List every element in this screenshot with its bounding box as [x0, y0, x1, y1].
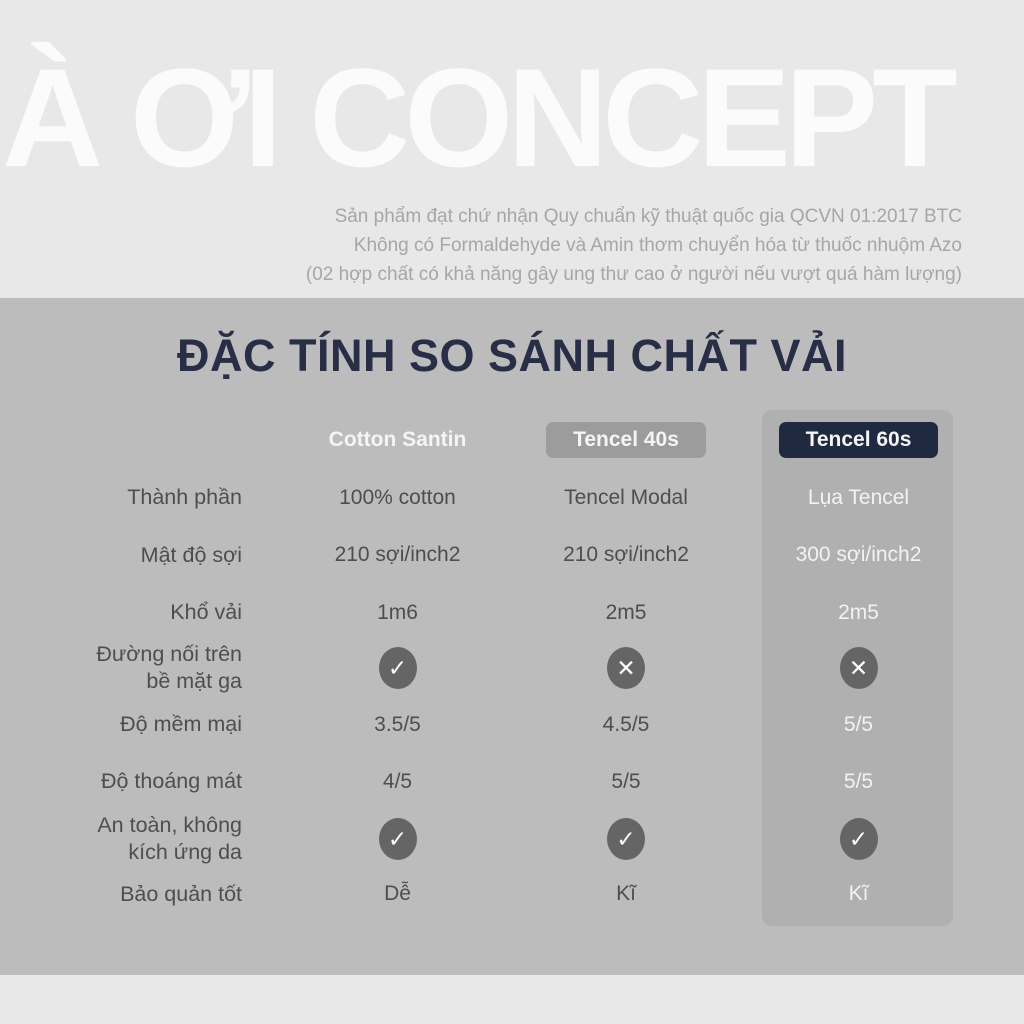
row-label: An toàn, không kích ứng da — [97, 813, 242, 864]
row-value: 4.5/5 — [602, 712, 650, 736]
row-value: 100% cotton — [339, 485, 456, 509]
row-value-icon-cell — [545, 818, 707, 860]
section-title: ĐẶC TÍNH SO SÁNH CHẤT VẢI — [176, 330, 847, 381]
certification-line: Sản phẩm đạt chứ nhận Quy chuẩn kỹ thuật quốc gia QCVN 01:2017 BTC — [334, 206, 962, 227]
row-value-icon-cell — [250, 647, 545, 689]
certification-line: (02 hợp chất có khả năng gây ung thư cao ở người nếu vượt quá hàm lượng) — [305, 264, 962, 285]
comparison-table — [0, 410, 1024, 920]
table-row — [0, 696, 1024, 753]
row-value: 210 sợi/inch2 — [334, 543, 461, 566]
column-header-tencel-40s: Tencel 40s — [545, 422, 707, 457]
cross-icon: ✕ — [607, 647, 645, 689]
row-value: 2m5 — [838, 600, 879, 624]
table-row — [0, 525, 1024, 585]
check-icon: ✓ — [840, 818, 878, 860]
row-value-icon-cell — [707, 818, 1010, 860]
table-row — [0, 868, 1024, 920]
row-value: 4/5 — [382, 769, 413, 793]
column-header-cotton-santin: Cotton Santin — [328, 428, 467, 451]
row-label: Khổ vải — [170, 600, 242, 624]
row-value: Tencel Modal — [564, 485, 688, 509]
comparison-section — [0, 298, 1024, 975]
certification-text — [306, 202, 962, 289]
table-body — [0, 470, 1024, 920]
table-row — [0, 585, 1024, 640]
row-value: 2m5 — [605, 600, 647, 624]
table-row — [0, 810, 1024, 868]
row-value: 1m6 — [377, 600, 418, 624]
row-label: Độ thoáng mát — [100, 769, 242, 793]
row-label: Độ mềm mại — [120, 712, 242, 736]
table-row — [0, 470, 1024, 525]
table-row — [0, 753, 1024, 810]
row-value: 3.5/5 — [374, 712, 421, 736]
row-value: 210 sợi/inch2 — [563, 543, 689, 566]
row-value: Kĩ — [616, 882, 636, 905]
row-value: Lụa Tencel — [807, 485, 910, 509]
row-label: Bảo quản tốt — [120, 881, 242, 906]
row-value: 300 sợi/inch2 — [795, 543, 922, 566]
row-value: 5/5 — [611, 769, 641, 793]
check-icon: ✓ — [379, 647, 417, 689]
table-header-row — [0, 410, 1024, 470]
cross-icon: ✕ — [840, 647, 878, 689]
column-header-tencel-60s: Tencel 60s — [707, 422, 1010, 457]
row-value: 5/5 — [843, 712, 874, 736]
brand-wordmark: À ƠI CONCEPT — [2, 39, 952, 196]
bottom-strip — [0, 975, 1024, 1024]
row-label: Mật độ sợi — [140, 542, 242, 567]
row-label: Thành phần — [127, 485, 242, 509]
row-value: 5/5 — [843, 769, 874, 793]
row-value-icon-cell — [545, 647, 707, 689]
check-icon: ✓ — [607, 818, 645, 860]
check-icon: ✓ — [379, 818, 417, 860]
row-value-icon-cell — [250, 818, 545, 860]
table-row — [0, 640, 1024, 696]
row-value: Dễ — [384, 882, 411, 905]
row-value: Kĩ — [848, 882, 869, 905]
row-label: Đường nối trên bề mặt ga — [96, 642, 242, 693]
certification-line: Không có Formaldehyde và Amin thơm chuyển hóa từ thuốc nhuộm Azo — [353, 235, 962, 256]
banner-section — [0, 0, 1024, 298]
row-value-icon-cell — [707, 647, 1010, 689]
